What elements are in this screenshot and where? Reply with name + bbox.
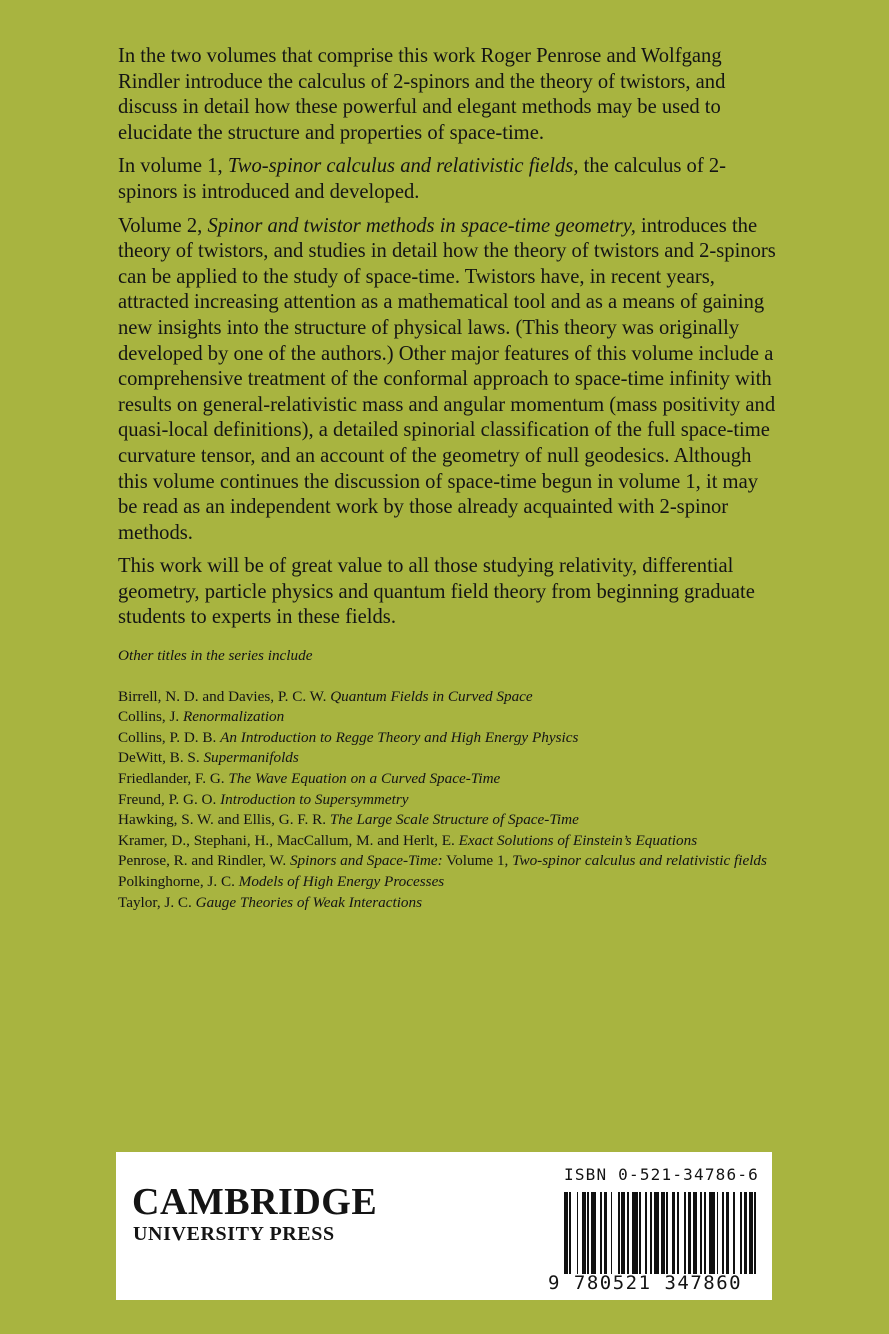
series-item: [118, 687, 798, 708]
series-item: [118, 893, 798, 914]
isbn-text: ISBN 0-521-34786-6: [564, 1165, 759, 1184]
series-item-author: Freund, P. G. O.: [118, 790, 221, 808]
series-item-title: Exact Solutions of Einstein’s Equations: [458, 831, 698, 849]
series-item: [118, 831, 798, 852]
series-item: [118, 810, 798, 831]
ean-number: 9 780521 347860: [548, 1272, 743, 1294]
series-item: [118, 851, 798, 872]
blurb-paragraph-3-rest: introduces the theory of twistors, and studies in detail how the theory of twistors and 2-spinors can be applied to the study of space-time. Twistors have, in recent years, attracted increasing attention as a mathematical tool and as a means of gaining new insights into the structure of physical laws. (This theory was originally developed by one of the authors.) Other major features of this volume include a comprehensive treatment of the conformal approach to space-time infinity with results on general-relativistic mass and angular momentum (mass positivity and quasi-local definitions), a detailed spinorial classification of the full space-time curvature tensor, and an account of the geometry of null geodesics. Although this volume continues the discussion of space-time begun in volume 1, it may be read as an independent work by those already acquainted with 2-spinor methods.: [118, 214, 776, 544]
series-item-author: Birrell, N. D. and Davies, P. C. W.: [118, 687, 331, 705]
series-item-title: The Wave Equation on a Curved Space-Time: [228, 769, 501, 787]
series-items: [118, 687, 798, 914]
volume-2-title: Spinor and twistor methods in space-time geometry,: [207, 214, 636, 237]
series-item: [118, 707, 798, 728]
blurb-paragraph-3: [118, 214, 778, 547]
series-item-title: An Introduction to Regge Theory and High Energy Physics: [220, 728, 579, 746]
series-item-author: DeWitt, B. S.: [118, 749, 204, 767]
series-item-author: Collins, J.: [118, 708, 183, 726]
series-item-title: Gauge Theories of Weak Interactions: [195, 893, 423, 911]
series-item-title: Spinors and Space-Time:: [289, 852, 443, 870]
blurb-paragraph-4: This work will be of great value to all those studying relativity, differential geometry, particle physics and quantum field theory from beginning graduate students to experts in these fields.: [118, 555, 755, 629]
barcode-icon: [564, 1192, 760, 1274]
blurb-paragraph-2: [118, 154, 778, 205]
blurb-paragraph-1: In the two volumes that comprise this work Roger Penrose and Wolfgang Rindler introduce the calculus of 2-spinors and the theory of twistors, and discuss in detail how these powerful and elegant methods may be used to elucidate the structure and properties of space-time.: [118, 45, 726, 144]
series-item-title: Introduction to Supersymmetry: [220, 790, 409, 808]
series-item-title: Models of High Energy Processes: [238, 872, 445, 890]
series-item: [118, 728, 798, 749]
series-item: [118, 790, 798, 811]
blurb-paragraph-2-rest: the calculus of 2-spinors is introduced and developed.: [118, 155, 727, 203]
series-item-title: Renormalization: [183, 708, 285, 726]
blurb-paragraph-2-lead: In volume 1,: [118, 155, 228, 178]
volume-1-title: Two-spinor calculus and relativistic fields,: [227, 155, 579, 178]
series-item-author: Penrose, R. and Rindler, W.: [118, 852, 290, 870]
publisher-press: UNIVERSITY PRESS: [133, 1223, 335, 1245]
publisher-barcode-panel: [116, 1152, 772, 1300]
series-item: [118, 872, 798, 893]
series-list: [118, 646, 798, 913]
publisher-name: CAMBRIDGE: [132, 1181, 378, 1223]
series-item-author: Kramer, D., Stephani, H., MacCallum, M. and Herlt, E.: [118, 831, 459, 849]
series-item-subtitle: Two-spinor calculus and relativistic fields: [512, 852, 767, 870]
series-item-title: Supermanifolds: [203, 749, 299, 767]
blurb-paragraph-3-lead: Volume 2,: [118, 214, 208, 237]
series-item-author: Friedlander, F. G.: [118, 769, 229, 787]
cover-blurb: [118, 44, 778, 639]
series-item-author: Collins, P. D. B.: [118, 728, 221, 746]
series-item-author: Hawking, S. W. and Ellis, G. F. R.: [118, 811, 330, 829]
series-item-author: Polkinghorne, J. C.: [118, 872, 239, 890]
barcode-bar: [756, 1192, 760, 1274]
series-item-volume: Volume 1,: [442, 852, 513, 870]
series-item-author: Taylor, J. C.: [118, 893, 196, 911]
series-item-title: Quantum Fields in Curved Space: [330, 687, 533, 705]
series-item: [118, 769, 798, 790]
series-heading: Other titles in the series include: [118, 647, 313, 664]
series-item-title: The Large Scale Structure of Space-Time: [329, 811, 579, 829]
series-item: [118, 748, 798, 769]
